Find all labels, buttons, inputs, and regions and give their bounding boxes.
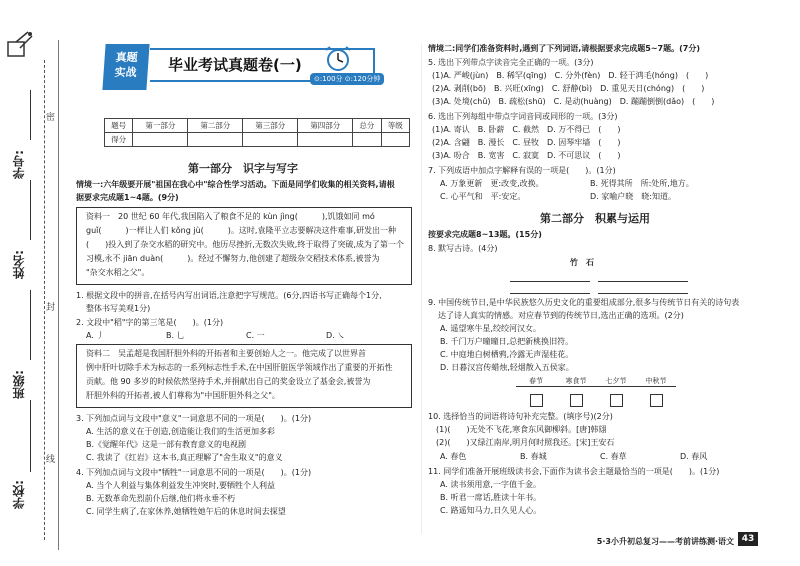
poem-title: 竹 石 [570,258,594,267]
cut-mark: 线 [46,455,56,465]
option-b[interactable]: B.《觉醒年代》这是一部有教育意义的电视剧 [86,440,247,449]
score-table [104,118,410,147]
answer-box[interactable] [530,394,543,407]
option-c[interactable]: C. 路遥知马力,日久见人心。 [440,506,542,515]
page-title: 毕业考试真题卷(一) [168,56,302,74]
question-4: 4. 下列加点词与文段中"牺牲"一词意思不同的一项是( )。(1分) [76,468,312,477]
exam-badge: 真题 实战 [102,44,149,90]
option-a[interactable]: A. 生活的意义在于创造,创造能让我们的生活更加多彩 [86,427,275,436]
table-cell: 总分 [353,119,381,133]
school-line[interactable] [30,400,31,472]
poem-answer-line[interactable] [598,293,688,294]
question-11: 11. 同学们准备开展班级读书会,下面作为读书会主题最恰当的一项是( )。(1分) [428,467,720,476]
part2-title: 第二部分 积累与运用 [540,212,650,225]
poem-answer-line[interactable] [510,281,590,282]
festival-timeline [516,376,676,410]
question-10: 10. 选择恰当的词语将诗句补充完整。(填序号)(2分) [428,412,613,421]
table-cell[interactable] [188,133,243,147]
question-2: 2. 文段中"稻"字的第三笔是( )。(1分) [76,318,224,327]
question-3: 3. 下列加点词与文段中"意义"一词意思不同的一项是( )。(1分) [76,414,312,423]
material1-line: "杂交水稻之父"。 [86,268,150,277]
answer-box[interactable] [610,394,623,407]
q10-row[interactable]: (1)( )无处不飞花,寒食东风御柳斜。[唐]韩翃 [436,425,607,434]
option-b[interactable]: B. 死得其所 所:处所,地方。 [590,179,694,188]
material2-line: 例中肝叶切除手术为标志的一系列标志性手术,在中国肝脏医学领域作出了重要的开拓性 [86,363,393,372]
option-a[interactable]: A. 万象更新 更:改变,改换。 [440,179,544,188]
option-a[interactable]: A. 读书须用意,一字值千金。 [440,480,541,489]
table-cell: 第二部分 [188,119,243,133]
q6-row[interactable]: (3)A. 吩合 B. 宽害 C. 寂寞 D. 不可思议 ( ) [432,151,621,160]
q5-row[interactable]: (3)A. 处境(chǔ) B. 疏松(shū) C. 是动(huàng) D. 蹦蹦倒倒(dǎo) ( ) [432,97,715,106]
option-d[interactable]: D. 家喻户晓 晓:知道。 [590,192,676,201]
table-cell[interactable] [353,133,381,147]
table-row [105,133,410,147]
name-line[interactable] [30,180,31,240]
question-5: 5. 选出下列带点字读音完全正确的一项。(3分) [428,58,594,67]
material1-line: 习模,永不 jiān duàn( )。经过不懈努力,他创建了超级杂交稻技术体系,被誉为 [86,254,380,263]
question-6: 6. 选出下列每组中带点字词音同或同形的一项。(3分) [428,112,618,121]
margin-line [58,40,59,550]
part1-title: 第一部分 识字与写字 [188,162,298,175]
material1-line: ( )投入到了杂交水稻的研究中。他历尽挫折,无数次失败,终于取得了突破,成为了第一个 [86,240,404,249]
festival-label: 春节 [516,376,556,386]
table-cell: 第三部分 [243,119,298,133]
table-cell: 等级 [381,119,409,133]
class-label: 班级: [12,370,26,399]
table-cell: 得分 [105,133,133,147]
q5-row[interactable]: (1)A. 严峻(jùn) B. 稀罕(qīng) C. 分外(fèn) D. 轻于鸿毛(hóng) ( ) [432,71,709,80]
question-1-cont: 整体书写美观1分) [86,304,151,313]
question-1: 1. 根据文段中的拼音,在括号内写出词语,注意把字写规范。(6分,四语书写正确每个1分, [76,291,382,300]
option-d[interactable]: D. 春风 [680,452,708,461]
cut-mark: 封 [46,303,56,313]
cut-line [44,60,45,540]
q6-row[interactable]: (1)A. 寄认 B. 卧薪 C. 截然 D. 万不得已 ( ) [432,125,621,134]
q10-row[interactable]: (2)( )又绿江南岸,明月何时照我还。[宋]王安石 [436,438,615,447]
q6-row[interactable]: (2)A. 含翩 B. 漫长 C. 昼牧 D. 因琴牢墙 ( ) [432,138,621,147]
table-cell[interactable] [243,133,298,147]
table-row [105,119,410,133]
school-label: 学校: [12,480,26,509]
answer-box[interactable] [650,394,663,407]
class-line[interactable] [30,290,31,360]
footer-text: 5·3小升初总复习——考前讲练测·语文 [596,537,734,546]
option-b[interactable]: B. 听君一席话,胜读十年书。 [440,493,542,502]
part2-subtitle: 按要求完成题8~13题。(15分) [428,230,542,239]
option-c[interactable]: C. 同学生病了,在家休养,她牺牲她午后的休息时间去探望 [86,507,286,516]
option-c[interactable]: C. 春草 [600,452,627,461]
option-b[interactable]: B. 春城 [520,452,547,461]
table-cell: 第四部分 [298,119,353,133]
option-c[interactable]: C. 我读了《红岩》这本书,真正理解了"舍生取义"的意义 [86,453,283,462]
table-cell: 第一部分 [133,119,188,133]
option-d[interactable]: D. 日暮汉宫传蜡烛,轻烟散入五侯家。 [440,363,574,372]
q5-row[interactable]: (2)A. 剥削(bō) B. 兴旺(xīng) C. 舒静(bì) D. 重见天日(chóng) ( ) [432,84,705,93]
option-a[interactable]: A. 春色 [440,452,467,461]
binding-strip [0,0,70,566]
option-c[interactable]: C. 一 [246,331,265,340]
option-c[interactable]: C. 中庭地白树栖鸦,冷露无声湿桂花。 [440,350,574,359]
cut-mark: 密 [46,113,56,123]
material1-line: 资料一 20 世纪 60 年代,我国陷入了粮食不足的 kùn jìng( ),饥饿如同 mó [86,212,375,221]
alarm-clock-icon [318,44,358,72]
option-d[interactable]: D. ㇏ [326,331,346,340]
material1-line: guǐ( )一样让人们 kǒng jù( )。这时,袁隆平立志要解决这件难事,研发出一种 [86,226,396,235]
question-8: 8. 默写古诗。(4分) [428,244,498,253]
poem-answer-line[interactable] [510,293,590,294]
paper-clip-icon [6,28,34,68]
option-c[interactable]: C. 心平气和 平:安定。 [440,192,526,201]
student-id-line[interactable] [30,90,31,140]
option-a[interactable]: A. 丿 [86,331,105,340]
festival-label: 中秋节 [636,376,676,386]
festival-label: 寒食节 [556,376,596,386]
question-9: 9. 中国传统节日,是中华民族悠久历史文化的重要组成部分,很多与传统节日有关的诗句表 [428,298,740,307]
name-label: 姓名: [12,250,26,279]
student-id-label: 学号: [12,150,26,179]
option-b[interactable]: B. 千门万户曈曈日,总把新桃换旧符。 [440,337,574,346]
situation2: 情境二:同学们准备资料时,遇到了下列词语,请根据要求完成题5~7题。(7分) [428,44,700,53]
question-9-cont: 达了诗人真实的情感。对应春节到的传统节日,选出正确的选项。(2分) [438,311,684,320]
option-b[interactable]: B. 乚 [166,331,185,340]
table-cell: 题号 [105,119,133,133]
option-b[interactable]: B. 无数革命先烈前仆后继,他们将永垂不朽 [86,494,236,503]
material2-line: 肝胆外科的开拓者,被人们尊称为"中国肝胆外科之父"。 [86,391,280,400]
situation1: 情境一:六年级要开展"祖国在我心中"综合性学习活动。下面是同学们收集的相关资料,请根 [76,180,395,189]
table-cell[interactable] [133,133,188,147]
material2-line: 资料二 吴孟超是我国肝胆外科的开拓者和主要创始人之一。他完成了以世界首 [86,349,366,358]
option-a[interactable]: A. 当个人利益与集体利益发生冲突时,要牺牲个人利益 [86,481,275,490]
page-number: 43 [738,532,758,546]
column-divider [421,44,422,534]
poem-answer-line[interactable] [598,281,688,282]
timeline-arrow [516,386,676,387]
situation1-cont: 据要求完成题1~4题。(9分) [76,193,179,202]
festival-label: 七夕节 [596,376,636,386]
time-badge: ⊙:100分 ⊙:120分钟 [310,73,384,85]
question-7: 7. 下列成语中加点字解释有误的一项是( )。(1分) [428,166,616,175]
material2-line: 贡献。他 90 多岁的时候依然坚持手术,并捐献出自己的奖金设立了基金会,被誉为 [86,377,371,386]
table-cell[interactable] [298,133,353,147]
table-cell[interactable] [381,133,409,147]
option-a[interactable]: A. 遥望寒牛星,绞绞河汉女。 [440,324,541,333]
answer-box[interactable] [570,394,583,407]
